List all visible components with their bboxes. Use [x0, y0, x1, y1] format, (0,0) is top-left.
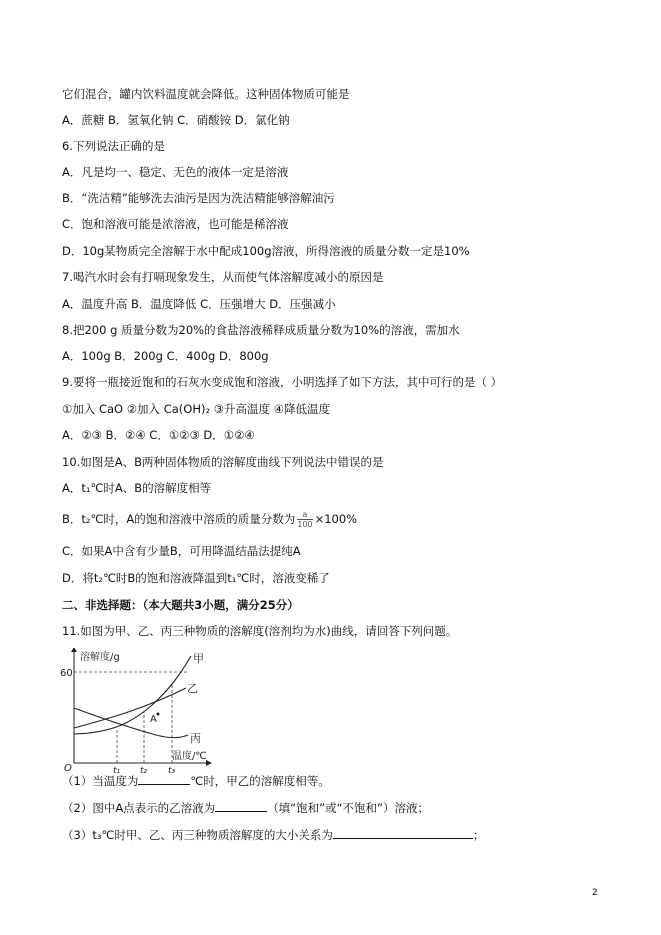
page-number: 2	[592, 888, 598, 898]
q11-2-suffix: （填“饱和”或“不饱和”）溶液；	[267, 801, 430, 815]
jia-label: 甲	[193, 652, 204, 665]
y-tick-60: 60	[60, 668, 73, 679]
y-axis-label: 溶解度/g	[80, 652, 120, 663]
fraction	[297, 510, 312, 529]
q6-stem: 6.下列说法正确的是	[62, 139, 165, 153]
q8-stem: 8.把200 g 质量分数为20%的食盐溶液稀释成质量分数为10%的溶液，需加水	[62, 323, 460, 337]
t2-label: t₂	[140, 766, 148, 773]
point-a-dot	[157, 713, 160, 716]
answer-blank-3[interactable]	[333, 827, 473, 839]
q10-option-a: A．t₁℃时A、B的溶解度相等	[62, 481, 212, 495]
q10-option-b	[62, 510, 357, 529]
q6-option-d: D．10g某物质完全溶解于水中配成100g溶液，所得溶液的质量分数一定是10%	[62, 244, 470, 258]
q10b-text: B．t₂℃时，A的饱和溶液中溶质的质量分数为	[62, 512, 296, 526]
q10-stem: 10.如图是A、B两种固体物质的溶解度曲线下列说法中错误的是	[62, 455, 384, 469]
q10b-suffix: ×100%	[314, 512, 358, 526]
yi-label: 乙	[187, 682, 198, 695]
q7-stem: 7.喝汽水时会有打嗝现象发生，从而使气体溶解度减小的原因是	[62, 270, 384, 284]
x-axis-label: 温度/℃	[172, 751, 207, 762]
q5-options: A．蔗糖 B．氢氧化钠 C．硝酸铵 D．氯化钠	[62, 113, 290, 127]
q11-part2	[62, 800, 429, 816]
bing-label: 丙	[190, 732, 201, 745]
q11-3-text: （3）t₃℃时甲、乙、丙三种物质溶解度的大小关系为	[62, 828, 333, 842]
fraction-denominator: 100	[297, 520, 313, 529]
t3-label: t₃	[168, 766, 176, 773]
x-axis-arrow	[206, 760, 212, 766]
q8-options: A．100g B．200g C．400g D．800g	[62, 349, 269, 363]
q7-options: A．温度升高 B．温度降低 C．压强增大 D．压强减小	[62, 297, 336, 311]
q11-1-suffix: ℃时，甲乙的溶解度相等。	[190, 774, 330, 788]
curve-yi	[74, 688, 186, 728]
q5-tail: 它们混合，罐内饮料温度就会降低。这种固体物质可能是	[62, 87, 350, 101]
t1-label: t₁	[113, 766, 121, 773]
q10-option-c: C．如果A中含有少量B，可用降温结晶法提纯A	[62, 544, 301, 558]
point-a-label: A	[150, 714, 157, 725]
q9-stem: 9.要将一瓶接近饱和的石灰水变成饱和溶液，小明选择了如下方法，其中可行的是（ ）	[62, 375, 503, 389]
curve-jia	[74, 656, 191, 734]
section-heading: 二、非选择题：（本大题共3小题，满分25分）	[62, 598, 299, 612]
q11-part3	[62, 827, 484, 843]
q11-2-text: （2）图中A点表示的乙溶液为	[62, 801, 216, 815]
origin-label: O	[64, 763, 72, 773]
fraction-numerator: a	[297, 510, 312, 520]
q11-1-text: （1）当温度为	[62, 774, 139, 788]
solubility-graph	[56, 648, 216, 773]
answer-blank-1[interactable]	[138, 773, 190, 785]
q6-option-a: A．凡是均一、稳定、无色的液体一定是溶液	[62, 165, 289, 179]
q6-option-c: C．饱和溶液可能是浓溶液，也可能是稀溶液	[62, 217, 289, 231]
q11-stem: 11.如图为甲、乙、丙三种物质的溶解度(溶剂均为水)曲线，请回答下列问题。	[62, 624, 458, 638]
q9-methods: ①加入 CaO ②加入 Ca(OH)₂ ③升高温度 ④降低温度	[62, 402, 331, 416]
q11-3-suffix: ；	[472, 828, 485, 842]
q6-option-b: B．“洗洁精”能够洗去油污是因为洗洁精能够溶解油污	[62, 191, 335, 205]
q10-option-d: D．将t₂℃时B的饱和溶液降温到t₁℃时，溶液变稀了	[62, 571, 330, 585]
q11-part1	[62, 773, 330, 789]
answer-blank-2[interactable]	[215, 800, 267, 812]
q9-options: A．②③ B．②④ C．①②③ D．①②④	[62, 428, 255, 442]
y-axis-arrow	[71, 648, 77, 652]
